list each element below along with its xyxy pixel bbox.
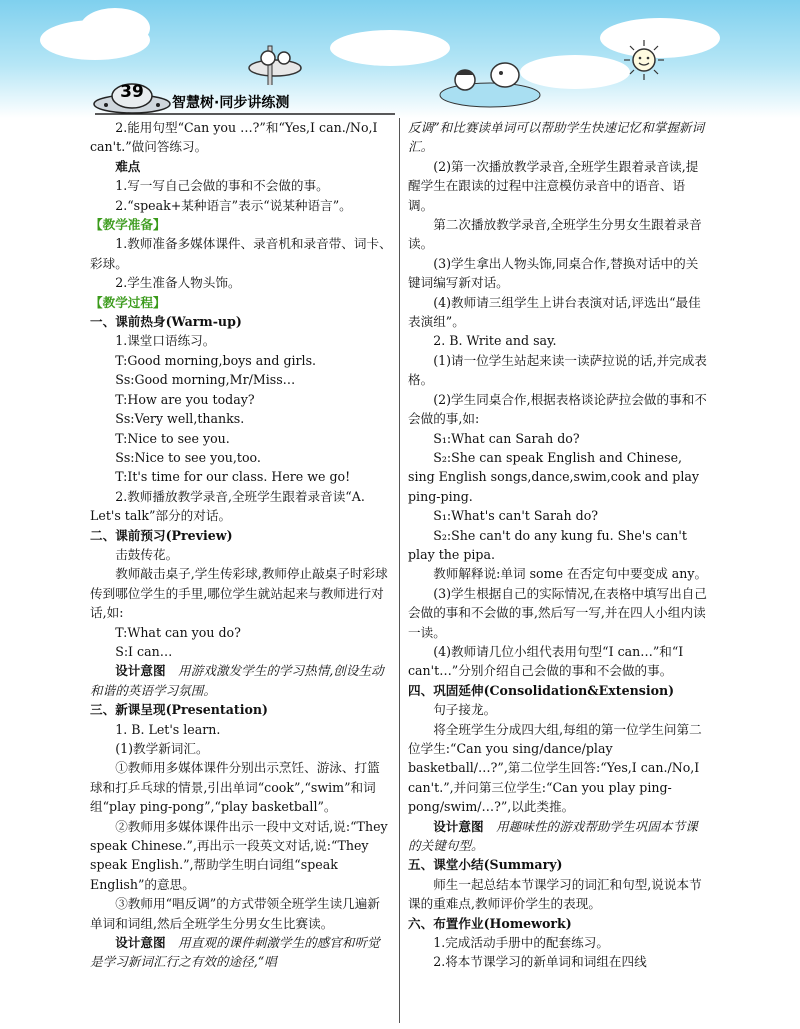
paragraph: 1.写一写自己会做的事和不会做的事。 <box>115 178 329 194</box>
paragraph: (3)学生根据自己的实际情况,在表格中填写出自己会做的事和不会做的事,然后写一写,并在四人小组内读一读。 <box>408 585 707 640</box>
airplane-illustration <box>240 40 310 85</box>
paragraph: ②教师用多媒体课件出示一段中文对话,说:“They speak Chinese.”,再出示一段英文对话,说:“They speak English.”,帮助学生明白词组“speak English”的意思。 <box>90 818 388 892</box>
design-intent-label: 设计意图 <box>115 663 166 679</box>
design-intent-note <box>90 661 392 700</box>
paragraph: S:I can… <box>115 643 173 659</box>
page-number: 39 <box>120 82 144 102</box>
paragraph: 将全班学生分成四大组,每组的第一位学生问第二位学生:“Can you sing/dance/play basketball/…?”,第二位学生回答:“Yes,I can./No,I can't.”,并问第三位学生:“Can you play ping-pong/swim/…?”,以此类推。 <box>408 721 702 815</box>
paragraph: Ss:Good morning,Mr/Miss… <box>115 372 296 388</box>
paragraph: 2.将本节课学习的新单词和词组在四线 <box>433 954 647 970</box>
paragraph: T:What can you do? <box>115 624 241 640</box>
paragraph: (1)教学新词汇。 <box>115 741 209 756</box>
header-underline <box>95 111 395 117</box>
paragraph: S₂:She can speak English and Chinese, sing English songs,dance,swim,cook and play ping-ping. <box>408 449 700 504</box>
paragraph: (1)请一位学生站起来读一读萨拉说的话,并完成表格。 <box>408 352 707 388</box>
paragraph: T:Nice to see you. <box>115 430 230 446</box>
paragraph: 第二次播放教学录音,全班学生分男女生跟着录音读。 <box>408 217 702 252</box>
design-intent-note <box>90 933 392 972</box>
paragraph: 反调”和比赛读单词可以帮助学生快速记忆和掌握新词汇。 <box>408 120 705 155</box>
paragraph: S₂:She can't do any kung fu. She's can't play the pipa. <box>408 527 687 562</box>
design-intent-text: 用趣味性的游戏帮助学生巩固本节课的关键句型。 <box>408 818 698 854</box>
design-intent-label: 设计意图 <box>433 818 484 834</box>
paragraph: 句子接龙。 <box>433 702 497 718</box>
paragraph: (2)学生同桌合作,根据表格谈论萨拉会做的事和不会做的事,如: <box>408 391 707 427</box>
paragraph: 1.教师准备多媒体课件、录音机和录音带、词卡、彩球。 <box>90 236 392 271</box>
paragraph: T:How are you today? <box>115 391 255 407</box>
section-tag: 【教学准备】 <box>90 217 166 233</box>
design-intent-note <box>408 817 708 856</box>
paragraph: 2.能用句型“Can you …?”和“Yes,I can./No,I can't.”做问答练习。 <box>90 120 378 155</box>
right-text-column <box>408 118 708 972</box>
paragraph: 1.完成活动手册中的配套练习。 <box>433 935 609 951</box>
paragraph: Ss:Very well,thanks. <box>115 411 245 427</box>
paragraph: S₁:What can Sarah do? <box>433 430 580 446</box>
paragraph: ③教师用“唱反调”的方式带领全班学生读几遍新单词和词组,然后全班学生分男女生比赛读。 <box>90 896 380 931</box>
paragraph: S₁:What's can't Sarah do? <box>433 508 599 524</box>
design-intent-text: 用游戏激发学生的学习热情,创设生动和谐的英语学习氛围。 <box>90 663 384 698</box>
paragraph: (4)教师请三组学生上讲台表演对话,评选出“最佳表演组”。 <box>408 294 701 330</box>
section-tag: 【教学过程】 <box>90 294 166 310</box>
children-on-cloud-illustration <box>435 55 545 110</box>
section-heading: 五、课堂小结(Summary) <box>408 857 563 873</box>
paragraph: 2.教师播放教学录音,全班学生跟着录音读“A. Let's talk”部分的对话。 <box>90 488 365 524</box>
paragraph: ①教师用多媒体课件分别出示烹饪、游泳、打篮球和打乒乓球的情景,引出单词“cook”,“swim”和词组“play ping-pong”,“play basketball”。 <box>90 760 380 815</box>
section-heading: 六、布置作业(Homework) <box>408 915 572 931</box>
paragraph: (3)学生拿出人物头饰,同桌合作,替换对话中的关键词编写新对话。 <box>408 255 699 291</box>
section-heading: 四、巩固延伸(Consolidation&Extension) <box>408 682 675 698</box>
paragraph: 教师解释说:单词 some 在否定句中要变成 any。 <box>433 566 708 582</box>
sun-icon <box>622 38 666 82</box>
paragraph: 难点 <box>115 158 141 174</box>
paragraph: (4)教师请几位小组代表用句型“I can…”和“I can't…”分别介绍自己会做的事和不会做的事。 <box>408 643 684 679</box>
paragraph: (2)第一次播放教学录音,全班学生跟着录音读,提醒学生在跟读的过程中注意模仿录音中的语音、语调。 <box>408 158 699 213</box>
paragraph: 击鼓传花。 <box>115 546 179 562</box>
paragraph: 教师敲击桌子,学生传彩球,教师停止敲桌子时彩球传到哪位学生的手里,哪位学生就站起来与教师进行对话,如: <box>90 566 388 621</box>
design-intent-label: 设计意图 <box>115 935 166 951</box>
left-text-column <box>90 118 392 972</box>
section-heading: 三、新课呈现(Presentation) <box>90 702 268 718</box>
section-heading: 一、课前热身(Warm-up) <box>90 314 242 330</box>
paragraph: 2.学生准备人物头饰。 <box>115 275 241 291</box>
book-title: 智慧树·同步讲练测 <box>172 95 290 111</box>
section-heading: 二、课前预习(Preview) <box>90 527 233 543</box>
column-divider <box>399 118 400 1023</box>
paragraph: 2.“speak+某种语言”表示“说某种语言”。 <box>115 197 352 213</box>
paragraph: T:It's time for our class. Here we go! <box>115 469 351 485</box>
paragraph: 2. B. Write and say. <box>433 333 557 349</box>
paragraph: 1.课堂口语练习。 <box>115 333 216 349</box>
design-intent-text: 用直观的课件刺激学生的感官和听觉是学习新词汇行之有效的途径,“唱 <box>90 935 380 970</box>
paragraph: Ss:Nice to see you,too. <box>115 449 261 465</box>
paragraph: T:Good morning,boys and girls. <box>115 352 317 368</box>
paragraph: 1. B. Let's learn. <box>115 721 221 737</box>
paragraph: 师生一起总结本节课学习的词汇和句型,说说本节课的重难点,教师评价学生的表现。 <box>408 876 702 912</box>
